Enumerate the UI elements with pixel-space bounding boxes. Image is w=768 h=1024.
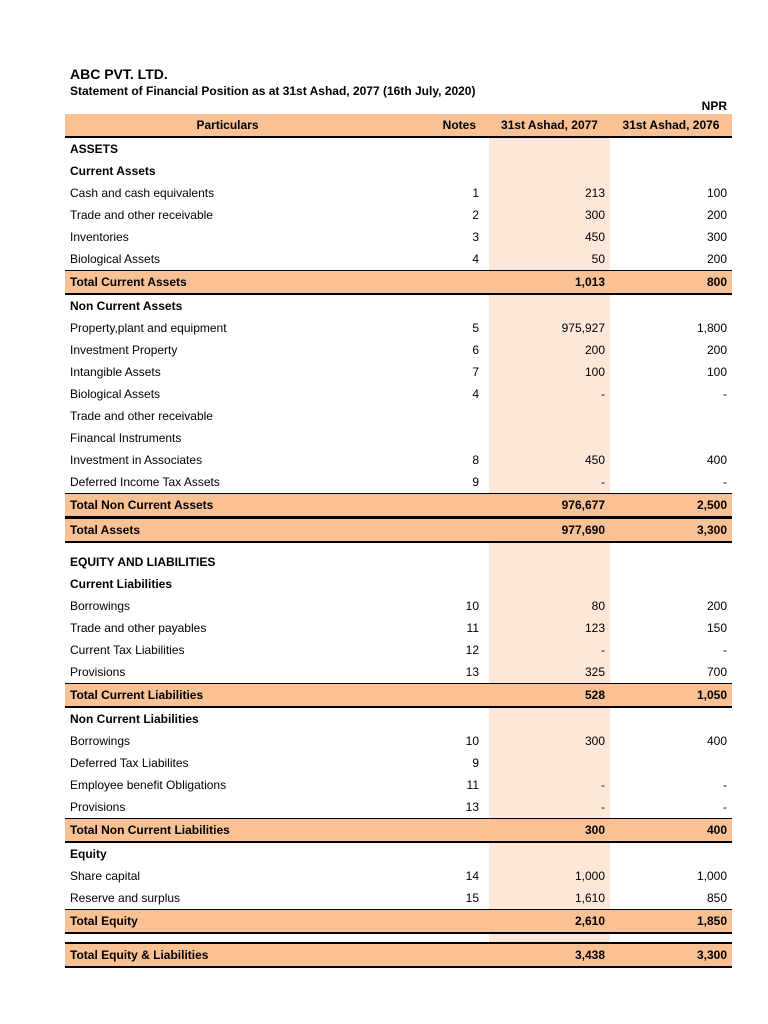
- statement-title: Statement of Financial Position as at 31st Ashad, 2077 (16th July, 2020): [70, 84, 476, 98]
- previous-year-value: -: [723, 800, 727, 814]
- particulars-cell: Cash and cash equivalents: [70, 186, 215, 200]
- notes-cell: 3: [472, 230, 479, 244]
- notes-cell: 10: [465, 599, 479, 613]
- particulars-cell: ASSETS: [70, 142, 119, 156]
- previous-year-value: 200: [706, 208, 727, 222]
- particulars-cell: Deferred Income Tax Assets: [70, 475, 220, 489]
- current-year-value: -: [601, 387, 605, 401]
- previous-year-value: -: [723, 475, 727, 489]
- table-row: [65, 405, 732, 427]
- header-notes: Notes: [442, 118, 476, 132]
- current-year-value: 450: [584, 453, 605, 467]
- current-year-value: [489, 160, 610, 182]
- particulars-cell: Trade and other receivable: [70, 208, 213, 222]
- notes-cell: [390, 519, 489, 541]
- particulars-cell: Non Current Liabilities: [70, 712, 199, 726]
- notes-cell: 11: [466, 778, 479, 792]
- previous-year-value: 300: [706, 230, 727, 244]
- particulars-cell: Total Assets: [70, 523, 141, 537]
- previous-year-value: [610, 427, 732, 449]
- notes-cell: 2: [472, 208, 479, 222]
- table-row: [65, 865, 732, 887]
- previous-year-value: [610, 843, 732, 865]
- table-row: [65, 752, 732, 774]
- table-row: [65, 774, 732, 796]
- current-year-value: 1,013: [489, 271, 610, 293]
- header-previous-year: 31st Ashad, 2076: [622, 118, 720, 132]
- previous-year-value: 1,050: [610, 684, 732, 706]
- notes-cell: 12: [465, 643, 479, 657]
- current-year-value: 300: [489, 819, 610, 841]
- particulars-cell: Investment Property: [70, 343, 178, 357]
- current-year-value: 50: [591, 252, 605, 266]
- previous-year-value: 400: [706, 734, 727, 748]
- previous-year-value: 1,850: [610, 910, 732, 932]
- notes-cell: [390, 819, 489, 841]
- spacer-row: [65, 543, 732, 551]
- previous-year-value: 400: [706, 453, 727, 467]
- notes-cell: 1: [472, 186, 479, 200]
- subheading-row: [65, 843, 732, 865]
- previous-year-value: 700: [706, 665, 727, 679]
- particulars-cell: Biological Assets: [70, 252, 161, 266]
- current-year-value: 213: [584, 186, 605, 200]
- current-year-value: -: [601, 778, 605, 792]
- current-year-value: 300: [584, 208, 605, 222]
- total-row: [65, 683, 732, 708]
- financial-position-table: [65, 114, 732, 968]
- previous-year-value: 800: [610, 271, 732, 293]
- header-current-year: 31st Ashad, 2077: [501, 118, 598, 132]
- table-header: [65, 114, 732, 138]
- section-heading-row: [65, 551, 732, 573]
- current-year-value: 450: [584, 230, 605, 244]
- previous-year-value: 2,500: [610, 494, 732, 516]
- current-year-value: [489, 573, 610, 595]
- table-row: [65, 639, 732, 661]
- subheading-row: [65, 295, 732, 317]
- table-row: [65, 317, 732, 339]
- particulars-cell: Property,plant and equipment: [70, 321, 227, 335]
- previous-year-value: [610, 295, 732, 317]
- previous-year-value: -: [723, 778, 727, 792]
- subheading-row: [65, 160, 732, 182]
- table-row: [65, 427, 732, 449]
- notes-cell: 7: [472, 365, 479, 379]
- notes-cell: 4: [472, 387, 479, 401]
- particulars-cell: Intangible Assets: [70, 365, 161, 379]
- notes-cell: 13: [465, 665, 479, 679]
- previous-year-value: [610, 752, 732, 774]
- total-row: [65, 270, 732, 295]
- total-row: [65, 518, 732, 543]
- particulars-cell: Borrowings: [70, 734, 131, 748]
- table-row: [65, 361, 732, 383]
- spacer-row: [65, 934, 732, 942]
- particulars-cell: Financal Instruments: [70, 431, 182, 445]
- current-year-value: 977,690: [489, 519, 610, 541]
- particulars-cell: Total Current Liabilities: [70, 688, 204, 702]
- current-year-value: -: [601, 800, 605, 814]
- notes-cell: [390, 494, 489, 516]
- particulars-cell: Employee benefit Obligations: [70, 778, 227, 792]
- table-row: [65, 182, 732, 204]
- previous-year-value: [610, 138, 732, 160]
- previous-year-value: [610, 405, 732, 427]
- notes-cell: [390, 573, 489, 595]
- total-row: [65, 942, 732, 968]
- particulars-cell: EQUITY AND LIABILITIES: [70, 555, 216, 569]
- notes-cell: 8: [472, 453, 479, 467]
- table-row: [65, 383, 732, 405]
- current-year-value: 325: [584, 665, 605, 679]
- notes-cell: [390, 160, 489, 182]
- subheading-row: [65, 573, 732, 595]
- table-row: [65, 226, 732, 248]
- particulars-cell: Deferred Tax Liabilites: [70, 756, 189, 770]
- current-year-value: 3,438: [489, 944, 610, 966]
- notes-cell: [390, 708, 489, 730]
- notes-cell: [390, 551, 489, 573]
- previous-year-value: 200: [706, 599, 727, 613]
- current-year-value: 975,927: [561, 321, 605, 335]
- table-row: [65, 204, 732, 226]
- current-year-value: 976,677: [489, 494, 610, 516]
- particulars-cell: Investment in Associates: [70, 453, 203, 467]
- particulars-cell: Borrowings: [70, 599, 131, 613]
- current-year-value: [489, 405, 610, 427]
- subheading-row: [65, 708, 732, 730]
- notes-cell: 13: [465, 800, 479, 814]
- notes-cell: 5: [472, 321, 479, 335]
- table-row: [65, 887, 732, 909]
- current-year-value: [489, 295, 610, 317]
- previous-year-value: 400: [610, 819, 732, 841]
- current-year-value: 1,000: [574, 869, 605, 883]
- notes-cell: 6: [472, 343, 479, 357]
- previous-year-value: 1,800: [696, 321, 727, 335]
- notes-cell: 11: [466, 621, 479, 635]
- notes-cell: [390, 405, 489, 427]
- current-year-value: -: [601, 643, 605, 657]
- total-row: [65, 493, 732, 518]
- previous-year-value: [610, 573, 732, 595]
- current-year-value: -: [601, 475, 605, 489]
- company-name: ABC PVT. LTD.: [70, 66, 168, 82]
- current-year-value: [489, 551, 610, 573]
- current-year-value: 1,610: [574, 891, 605, 905]
- total-row: [65, 909, 732, 934]
- current-year-value: 300: [584, 734, 605, 748]
- previous-year-value: [610, 551, 732, 573]
- current-year-value: 2,610: [489, 910, 610, 932]
- notes-cell: 10: [465, 734, 479, 748]
- notes-cell: [390, 684, 489, 706]
- particulars-cell: Reserve and surplus: [70, 891, 181, 905]
- currency-label: NPR: [701, 99, 727, 113]
- particulars-cell: Current Assets: [70, 164, 156, 178]
- notes-cell: [390, 910, 489, 932]
- particulars-cell: Biological Assets: [70, 387, 161, 401]
- notes-cell: 4: [472, 252, 479, 266]
- current-year-value: 80: [591, 599, 605, 613]
- notes-cell: [390, 944, 489, 966]
- current-year-value: [489, 138, 610, 160]
- particulars-cell: Trade and other payables: [70, 621, 207, 635]
- previous-year-value: -: [723, 387, 727, 401]
- particulars-cell: Equity: [70, 847, 107, 861]
- current-year-value: 123: [584, 621, 605, 635]
- particulars-cell: Total Non Current Liabilities: [70, 823, 230, 837]
- current-year-value: [489, 752, 610, 774]
- previous-year-value: [610, 708, 732, 730]
- notes-cell: 14: [465, 869, 479, 883]
- previous-year-value: -: [723, 643, 727, 657]
- table-row: [65, 617, 732, 639]
- table-row: [65, 471, 732, 493]
- notes-cell: 9: [472, 475, 479, 489]
- particulars-cell: Trade and other receivable: [70, 409, 213, 423]
- previous-year-value: 200: [706, 343, 727, 357]
- total-row: [65, 818, 732, 843]
- current-year-value: [489, 708, 610, 730]
- current-year-value: [489, 843, 610, 865]
- particulars-cell: Inventories: [70, 230, 129, 244]
- previous-year-value: 3,300: [610, 944, 732, 966]
- particulars-cell: Total Equity & Liabilities: [70, 948, 209, 962]
- current-year-value: 200: [584, 343, 605, 357]
- notes-cell: 9: [472, 756, 479, 770]
- particulars-cell: Total Equity: [70, 914, 138, 928]
- header-particulars: Particulars: [196, 118, 259, 132]
- notes-cell: [390, 295, 489, 317]
- previous-year-value: 100: [706, 186, 727, 200]
- notes-cell: [390, 427, 489, 449]
- table-body: [65, 138, 732, 968]
- table-row: [65, 595, 732, 617]
- particulars-cell: Provisions: [70, 800, 126, 814]
- notes-cell: 15: [465, 891, 479, 905]
- notes-cell: [390, 138, 489, 160]
- particulars-cell: Non Current Assets: [70, 299, 183, 313]
- table-row: [65, 796, 732, 818]
- previous-year-value: [610, 160, 732, 182]
- section-heading-row: [65, 138, 732, 160]
- current-year-value: 528: [489, 684, 610, 706]
- particulars-cell: Total Non Current Assets: [70, 498, 214, 512]
- previous-year-value: 100: [706, 365, 727, 379]
- particulars-cell: Current Liabilities: [70, 577, 173, 591]
- table-row: [65, 730, 732, 752]
- table-row: [65, 661, 732, 683]
- current-year-value: 100: [584, 365, 605, 379]
- previous-year-value: 3,300: [610, 519, 732, 541]
- previous-year-value: 850: [706, 891, 727, 905]
- particulars-cell: Current Tax Liabilities: [70, 643, 185, 657]
- notes-cell: [390, 843, 489, 865]
- table-row: [65, 248, 732, 270]
- table-row: [65, 339, 732, 361]
- particulars-cell: Provisions: [70, 665, 126, 679]
- previous-year-value: 200: [706, 252, 727, 266]
- table-row: [65, 449, 732, 471]
- notes-cell: [390, 271, 489, 293]
- previous-year-value: 1,000: [696, 869, 727, 883]
- particulars-cell: Total Current Assets: [70, 275, 187, 289]
- particulars-cell: Share capital: [70, 869, 141, 883]
- previous-year-value: 150: [706, 621, 727, 635]
- current-year-value: [489, 427, 610, 449]
